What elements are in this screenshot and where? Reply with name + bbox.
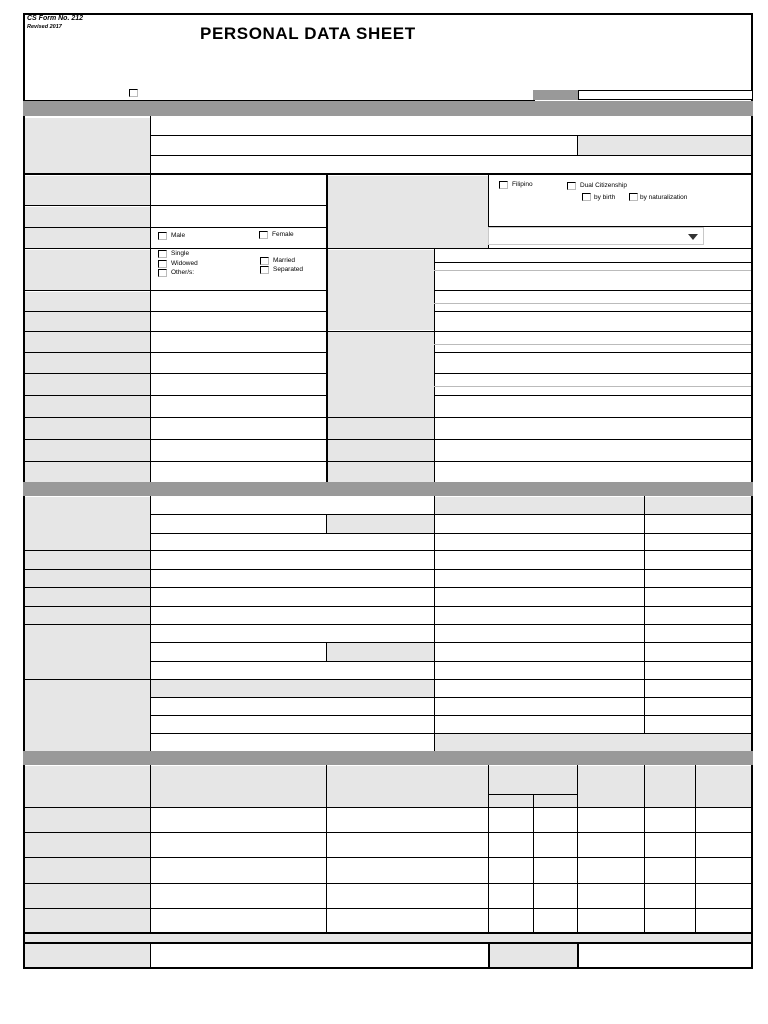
spouse-name-extension-cell — [327, 515, 434, 533]
height-label-cell — [25, 292, 150, 311]
elementary-label-cell — [25, 808, 150, 832]
agency-employee-no-label-cell — [25, 462, 150, 482]
by-birth-label: by birth — [594, 194, 616, 201]
cs-id-value-cell[interactable] — [578, 90, 753, 100]
degree-course-header-cell — [327, 766, 488, 807]
mother-maiden-name-label-cell — [25, 680, 150, 751]
cs-id-label-cell — [533, 90, 578, 100]
citizenship-label-cell — [328, 176, 488, 248]
form-revision: Revised 2017 — [27, 24, 62, 30]
section-band-family-background — [23, 482, 753, 496]
rule — [150, 533, 751, 534]
first-name-field[interactable] — [151, 136, 577, 155]
separated-checkbox[interactable] — [260, 266, 269, 274]
father-name-label-cell — [25, 625, 150, 679]
rule — [488, 794, 577, 795]
single-label: Single — [171, 250, 190, 257]
birth-date-label-cell — [25, 176, 150, 205]
tin-no-label-cell — [25, 440, 150, 461]
vocational-label-cell — [25, 858, 150, 883]
male-checkbox[interactable] — [158, 232, 167, 240]
honors-received-header-cell — [696, 766, 751, 807]
rule — [533, 794, 534, 933]
rule — [150, 175, 151, 483]
rule — [25, 205, 326, 206]
dual-citizenship-checkbox[interactable] — [567, 182, 576, 190]
form-number: CS Form No. 212 — [27, 15, 84, 22]
business-address-label-cell — [25, 588, 150, 606]
civil-status-label-cell — [25, 250, 150, 290]
country-dropdown[interactable] — [488, 227, 704, 245]
widowed-checkbox[interactable] — [158, 260, 167, 268]
rule — [25, 290, 326, 291]
rule — [434, 344, 751, 345]
female-checkbox[interactable] — [259, 231, 268, 239]
by-naturalization-checkbox[interactable] — [629, 193, 638, 201]
school-name-header-cell — [151, 766, 326, 807]
rule — [434, 270, 751, 271]
weight-label-cell — [25, 312, 150, 331]
filipino-checkbox[interactable] — [499, 181, 508, 189]
rule — [434, 303, 751, 304]
rule — [150, 697, 751, 698]
level-header-cell — [25, 766, 150, 807]
attendance-to-header-cell — [534, 795, 577, 807]
secondary-label-cell — [25, 833, 150, 857]
date-field[interactable] — [579, 944, 751, 967]
children-name-header-cell — [435, 497, 644, 514]
rule — [150, 715, 751, 716]
frame-right — [751, 116, 753, 969]
surname-field[interactable] — [151, 117, 751, 135]
father-name-extension-cell — [327, 643, 434, 661]
residential-address-label-cell — [328, 250, 434, 330]
rule — [434, 373, 751, 374]
section-band-personal-information — [23, 101, 753, 116]
married-label: Married — [273, 257, 296, 264]
single-checkbox[interactable] — [158, 250, 167, 258]
others-checkbox[interactable] — [158, 269, 167, 277]
sex-label-cell — [25, 228, 150, 248]
continue-note-strip — [25, 934, 751, 942]
pagibig-id-label-cell — [25, 374, 150, 395]
rule — [434, 249, 435, 483]
section-band-educational-background — [23, 751, 753, 765]
permanent-address-label-cell — [328, 332, 434, 417]
email-address-label-cell — [328, 462, 434, 482]
widowed-label: Widowed — [171, 260, 198, 267]
rule — [434, 290, 751, 291]
occupation-label-cell — [25, 551, 150, 569]
female-label: Female — [272, 231, 294, 238]
header-checkbox[interactable] — [129, 89, 138, 97]
by-naturalization-label: by naturalization — [640, 194, 688, 201]
rule — [644, 496, 645, 734]
rule — [434, 262, 751, 263]
frame-bottom — [23, 967, 753, 969]
children-birthdate-header-cell — [645, 497, 751, 514]
rule — [434, 395, 751, 396]
spouse-telephone-label-cell — [25, 607, 150, 624]
others-label: Other/s: — [171, 269, 195, 276]
rule — [25, 227, 326, 228]
philhealth-no-label-cell — [25, 396, 150, 417]
rule — [150, 514, 751, 515]
chevron-down-icon — [688, 234, 698, 240]
gsis-id-label-cell — [25, 353, 150, 373]
graduate-studies-label-cell — [25, 909, 150, 932]
mobile-no-label-cell — [328, 440, 434, 461]
blood-type-label-cell — [25, 332, 150, 352]
signature-field[interactable] — [151, 944, 488, 967]
sss-no-label-cell — [25, 418, 150, 439]
highest-level-header-cell — [578, 766, 644, 807]
year-graduated-header-cell — [645, 766, 695, 807]
employer-name-label-cell — [25, 570, 150, 587]
attendance-period-header-cell — [489, 766, 577, 794]
married-checkbox[interactable] — [260, 257, 269, 265]
college-label-cell — [25, 884, 150, 908]
attendance-from-header-cell — [489, 795, 533, 807]
rule — [150, 661, 751, 662]
middle-name-field[interactable] — [151, 156, 751, 173]
children-continue-note-cell — [435, 734, 751, 751]
separated-label: Separated — [273, 266, 303, 273]
rule — [434, 352, 751, 353]
dual-citizenship-label: Dual Citizenship — [580, 182, 627, 189]
spouse-name-label-cell — [25, 497, 150, 550]
date-label-cell — [490, 944, 577, 967]
telephone-no-label-cell — [328, 418, 434, 439]
male-label: Male — [171, 232, 186, 239]
by-birth-checkbox[interactable] — [582, 193, 591, 201]
rule — [434, 386, 751, 387]
signature-label-cell — [25, 944, 150, 967]
mother-maiden-name-subheader-cell — [151, 680, 434, 697]
rule — [150, 642, 751, 643]
rule — [434, 311, 751, 312]
page-title: PERSONAL DATA SHEET — [200, 24, 416, 43]
name-label-cell — [25, 118, 150, 173]
filipino-label: Filipino — [512, 181, 533, 188]
name-extension-label-cell — [578, 136, 751, 155]
rule — [25, 248, 751, 249]
rule — [23, 173, 753, 175]
birth-place-label-cell — [25, 207, 150, 227]
